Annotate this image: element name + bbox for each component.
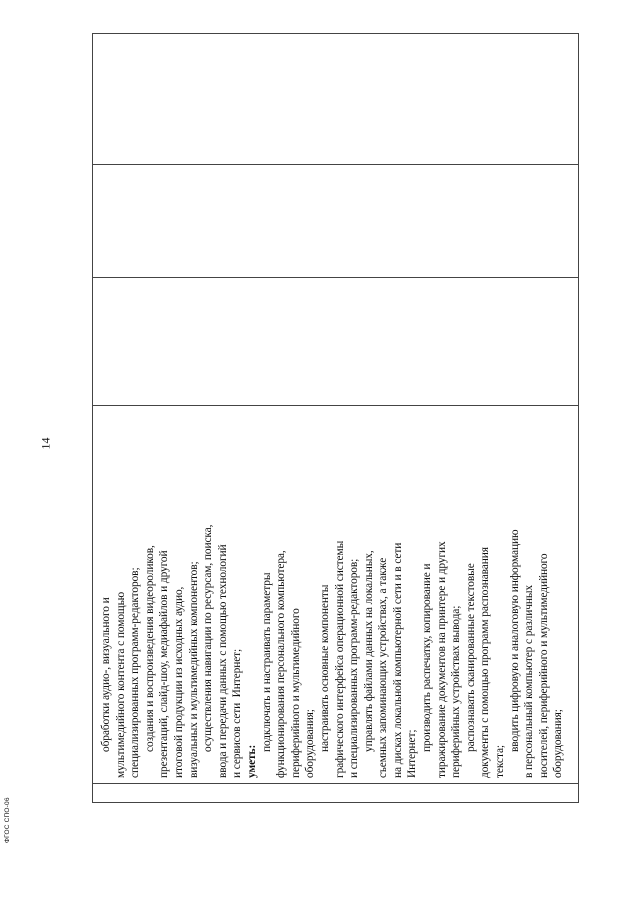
- table-column-divider: [93, 783, 578, 784]
- text-line: осуществления навигации по ресурсам, поиска,: [202, 524, 215, 752]
- text-line: мультимедийного контента с помощью: [114, 591, 127, 778]
- text-line: создания и воспроизведения видеороликов,: [143, 545, 156, 752]
- footer-code: ФГОС СПО-06: [4, 797, 11, 843]
- page-number: 14: [38, 437, 53, 450]
- text-line: настраивать основные компоненты: [318, 584, 331, 752]
- text-line: презентаций, слайд-шоу, медиафайлов и другой: [158, 550, 171, 778]
- text-line: функционирования персонального компьютера,: [275, 550, 288, 778]
- table-cell-competencies: [99, 440, 566, 778]
- text-line: управлять файлами данных на локальных,: [362, 550, 375, 752]
- text-line: периферийных устройствах вывода;: [450, 605, 463, 778]
- text-line: распознавать сканированные текстовые: [464, 563, 477, 752]
- text-line: и специализированных программ-редакторов;: [348, 558, 361, 778]
- text-line: обработки аудио-, визуального и: [100, 597, 112, 752]
- text-line: и сервисов сети Интернет;: [231, 648, 244, 778]
- text-line: оборудования;: [552, 709, 565, 778]
- text-line: съемных запоминающих устройствах, а также: [377, 557, 390, 778]
- text-line: визуальных и мультимедийных компонентов;: [187, 561, 200, 778]
- competency-table: [92, 33, 579, 803]
- table-column-divider: [93, 164, 578, 165]
- table-column-divider: [93, 277, 578, 278]
- table-column-divider: [93, 405, 578, 406]
- text-line: подключать и настраивать параметры: [260, 572, 273, 752]
- text-line: тиражирование документов на принтере и других: [435, 541, 448, 778]
- text-line: специализированных программ-редакторов;: [129, 567, 142, 778]
- text-line: носителей, периферийного и мультимедийного: [537, 553, 550, 778]
- text-line: оборудования;: [304, 709, 317, 778]
- text-line: уметь:: [245, 744, 258, 778]
- text-line: в персональный компьютер с различных: [523, 584, 536, 778]
- text-line: ввода и передачи данных с помощью технологий: [216, 544, 229, 778]
- text-line: вводить цифровую и аналоговую информацию: [508, 529, 521, 752]
- text-line: на дисках локальной компьютерной сети и в сети: [391, 542, 404, 778]
- text-line: итоговой продукции из исходных аудио,: [172, 586, 185, 778]
- text-line: текста;: [494, 745, 507, 778]
- text-line: документы с помощью программ распознавания: [479, 547, 492, 778]
- text-line: Интернет;: [406, 729, 419, 778]
- text-line: периферийного и мультимедийного: [289, 608, 302, 778]
- text-line: графического интерфейса операционной системы: [333, 540, 346, 778]
- text-line: производить распечатку, копирование и: [421, 563, 434, 752]
